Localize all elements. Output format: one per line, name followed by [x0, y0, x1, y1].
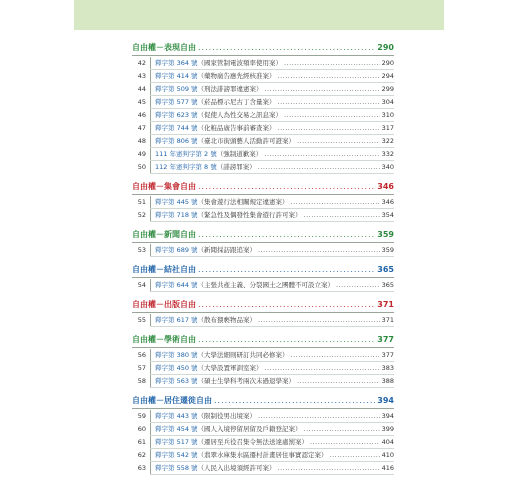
- entry-body: [150, 279, 394, 291]
- entry-body: [150, 349, 394, 361]
- section-title: 自由權－集會自由: [132, 182, 196, 191]
- entry-title: [155, 109, 282, 121]
- entry-number: 62: [137, 451, 146, 459]
- entry-list: [132, 279, 394, 292]
- section-title: 自由權－學術自由: [132, 335, 196, 344]
- entry-description: （大學法細則研訂共同必修案）: [197, 351, 289, 359]
- entry-page-number: 310: [381, 111, 394, 119]
- entry-body: [150, 375, 394, 387]
- entry-title: [155, 362, 263, 374]
- entry-title: [155, 462, 276, 474]
- dot-leader: [304, 423, 380, 435]
- toc-entry[interactable]: [132, 410, 394, 422]
- section-heading[interactable]: [132, 263, 394, 276]
- entry-description: （人民入出境須經許可案）: [197, 464, 276, 472]
- entry-description: （遷居至兵役召集令無法送達處罰案）: [197, 438, 309, 446]
- toc-entry[interactable]: [132, 375, 394, 387]
- toc-section: [132, 263, 394, 292]
- entry-description: （強制道歉案）: [216, 150, 263, 158]
- section-divider: [132, 347, 394, 348]
- entry-page-number: 346: [381, 198, 394, 206]
- entry-code: 釋字第 380 號: [155, 351, 198, 359]
- section-page-number: 377: [377, 335, 394, 344]
- entry-code: 釋字第 718 號: [155, 211, 198, 219]
- dot-leader: [297, 375, 380, 387]
- section-heading[interactable]: [132, 333, 394, 346]
- entry-page-number: 388: [381, 377, 394, 385]
- toc-section: [132, 298, 394, 327]
- entry-page-number: 322: [381, 137, 394, 145]
- entry-number: 60: [137, 425, 146, 433]
- dot-leader: [278, 122, 380, 134]
- section-page-number: 394: [377, 396, 394, 405]
- dot-leader: [330, 449, 380, 461]
- entry-code: 111 年憲判字第 2 號: [155, 150, 217, 158]
- entry-code: 釋字第 644 號: [155, 281, 198, 289]
- entry-page-number: 299: [381, 85, 394, 93]
- entry-number: 50: [137, 163, 146, 171]
- entry-code: 釋字第 806 號: [155, 137, 198, 145]
- entry-body: [150, 96, 394, 108]
- entry-title: [155, 148, 262, 160]
- entry-body: [150, 122, 394, 134]
- section-divider: [132, 277, 394, 278]
- entry-title: [155, 196, 289, 208]
- entry-number: 53: [137, 246, 146, 254]
- section-heading[interactable]: [132, 180, 394, 193]
- toc-entry[interactable]: [132, 109, 394, 121]
- entry-divider: [150, 291, 394, 292]
- header-band: [74, 0, 444, 30]
- entry-page-number: 383: [381, 364, 394, 372]
- entry-number: 43: [137, 72, 146, 80]
- entry-body: [150, 423, 394, 435]
- entry-description: （臺北市街頭藝人活動許可證案）: [197, 137, 296, 145]
- entry-code: 釋字第 744 號: [155, 124, 198, 132]
- entry-page-number: 340: [381, 163, 394, 171]
- dot-leader: [258, 244, 380, 256]
- entry-number: 46: [137, 111, 146, 119]
- toc-entry[interactable]: [132, 362, 394, 374]
- entry-title: [155, 314, 256, 326]
- entry-description: （緊急性及偶發性集會遊行許可案）: [197, 211, 302, 219]
- toc-entry[interactable]: [132, 161, 394, 173]
- entry-description: （新聞採訪跟追案）: [197, 246, 257, 254]
- entry-list: [132, 410, 394, 475]
- entry-code: 釋字第 445 號: [155, 198, 198, 206]
- dot-leader: [198, 180, 375, 193]
- toc-entry[interactable]: [132, 314, 394, 326]
- toc-section: [132, 333, 394, 388]
- dot-leader: [278, 462, 380, 474]
- entry-code: 釋字第 623 號: [155, 111, 198, 119]
- entry-code: 釋字第 364 號: [155, 59, 198, 67]
- entry-title: [155, 410, 256, 422]
- dot-leader: [265, 362, 380, 374]
- table-of-contents: [132, 41, 394, 481]
- entry-body: [150, 449, 394, 461]
- dot-leader: [284, 109, 380, 121]
- entry-number: 49: [137, 150, 146, 158]
- entry-code: 釋字第 509 號: [155, 85, 198, 93]
- dot-leader: [198, 298, 375, 311]
- section-page-number: 365: [377, 265, 394, 274]
- entry-body: [150, 436, 394, 448]
- dot-leader: [198, 333, 375, 346]
- toc-entry[interactable]: [132, 135, 394, 147]
- dot-leader: [291, 349, 380, 361]
- entry-title: [155, 449, 328, 461]
- entry-code: 釋字第 689 號: [155, 246, 198, 254]
- entry-title: [155, 279, 334, 291]
- entry-page-number: 317: [381, 124, 394, 132]
- toc-section: [132, 394, 394, 475]
- toc-entry[interactable]: [132, 462, 394, 474]
- entry-description: （促使人為性交易之訊息案）: [197, 111, 283, 119]
- entry-code: 釋字第 450 號: [155, 364, 198, 372]
- toc-entry[interactable]: [132, 196, 394, 208]
- entry-body: [150, 70, 394, 82]
- entry-number: 63: [137, 464, 146, 472]
- entry-body: [150, 410, 394, 422]
- dot-leader: [336, 279, 380, 291]
- entry-divider: [150, 256, 394, 257]
- entry-title: [155, 375, 295, 387]
- dot-leader: [258, 410, 380, 422]
- toc-entry[interactable]: [132, 148, 394, 160]
- toc-section: [132, 180, 394, 222]
- entry-title: [155, 122, 276, 134]
- section-page-number: 290: [377, 43, 394, 52]
- entry-code: 釋字第 454 號: [155, 425, 198, 433]
- toc-entry[interactable]: [132, 122, 394, 134]
- entry-number: 54: [137, 281, 146, 289]
- dot-leader: [297, 135, 380, 147]
- entry-page-number: 294: [381, 72, 394, 80]
- entry-body: [150, 109, 394, 121]
- entry-title: [155, 135, 295, 147]
- section-divider: [132, 312, 394, 313]
- section-divider: [132, 55, 394, 56]
- entry-body: [150, 196, 394, 208]
- toc-entry[interactable]: [132, 57, 394, 69]
- section-title: 自由權－居住遷徙自由: [132, 396, 212, 405]
- entry-title: [155, 349, 289, 361]
- entry-page-number: 290: [381, 59, 394, 67]
- entry-number: 52: [137, 211, 146, 219]
- entry-description: （國家管制電波頻率使用案）: [197, 59, 283, 67]
- entry-title: [155, 96, 276, 108]
- entry-code: 釋字第 414 號: [155, 72, 198, 80]
- dot-leader: [284, 57, 380, 69]
- entry-list: [132, 57, 394, 174]
- section-divider: [132, 194, 394, 195]
- entry-description: （散布猥褻物品案）: [197, 316, 257, 324]
- entry-divider: [150, 326, 394, 327]
- entry-description: （碩士生學科考兩次未過退學案）: [197, 377, 296, 385]
- entry-number: 59: [137, 412, 146, 420]
- entry-page-number: 359: [381, 246, 394, 254]
- entry-body: [150, 209, 394, 221]
- entry-body: [150, 148, 394, 160]
- toc-entry[interactable]: [132, 449, 394, 461]
- entry-divider: [150, 173, 394, 174]
- entry-page-number: 377: [381, 351, 394, 359]
- entry-page-number: 354: [381, 211, 394, 219]
- dot-leader: [265, 83, 380, 95]
- entry-title: [155, 209, 302, 221]
- entry-body: [150, 362, 394, 374]
- entry-page-number: 394: [381, 412, 394, 420]
- entry-code: 釋字第 577 號: [155, 98, 198, 106]
- entry-description: （刑法誹謗罪違憲案）: [197, 85, 263, 93]
- section-heading[interactable]: [132, 41, 394, 54]
- toc-entry[interactable]: [132, 244, 394, 256]
- entry-body: [150, 135, 394, 147]
- entry-title: [155, 436, 308, 448]
- entry-title: [155, 57, 282, 69]
- dot-leader: [258, 161, 380, 173]
- entry-divider: [150, 387, 394, 388]
- entry-number: 61: [137, 438, 146, 446]
- dot-leader: [264, 148, 379, 160]
- entry-body: [150, 462, 394, 474]
- section-heading[interactable]: [132, 228, 394, 241]
- entry-code: 釋字第 617 號: [155, 316, 198, 324]
- entry-page-number: 371: [381, 316, 394, 324]
- section-title: 自由權－表現自由: [132, 43, 196, 52]
- section-title: 自由權－結社自由: [132, 265, 196, 274]
- entry-description: （主張共產主義、分裂國土之團體不可設立案）: [197, 281, 335, 289]
- entry-page-number: 365: [381, 281, 394, 289]
- dot-leader: [304, 209, 380, 221]
- entry-number: 45: [137, 98, 146, 106]
- dot-leader: [198, 228, 375, 241]
- entry-code: 釋字第 558 號: [155, 464, 198, 472]
- dot-leader: [278, 96, 380, 108]
- dot-leader: [310, 436, 380, 448]
- toc-entry[interactable]: [132, 436, 394, 448]
- entry-number: 47: [137, 124, 146, 132]
- entry-code: 釋字第 542 號: [155, 451, 198, 459]
- section-heading[interactable]: [132, 298, 394, 311]
- toc-section: [132, 41, 394, 174]
- entry-description: （限制役男出境案）: [197, 412, 257, 420]
- entry-body: [150, 83, 394, 95]
- toc-entry[interactable]: [132, 279, 394, 291]
- entry-title: [155, 70, 276, 82]
- entry-page-number: 399: [381, 425, 394, 433]
- entry-description: （化粧品廣告事前審查案）: [197, 124, 276, 132]
- toc-entry[interactable]: [132, 423, 394, 435]
- entry-description: （誹謗罪案）: [216, 163, 256, 171]
- section-title: 自由權－新聞自由: [132, 230, 196, 239]
- entry-description: （菸品標示尼古丁含量案）: [197, 98, 276, 106]
- entry-page-number: 416: [381, 464, 394, 472]
- entry-list: [132, 196, 394, 222]
- toc-entry[interactable]: [132, 349, 394, 361]
- entry-body: [150, 314, 394, 326]
- toc-entry[interactable]: [132, 83, 394, 95]
- section-page-number: 371: [377, 300, 394, 309]
- entry-code: 112 年憲判字第 8 號: [155, 163, 217, 171]
- entry-description: （藥物廣告應先經核准案）: [197, 72, 276, 80]
- entry-number: 42: [137, 59, 146, 67]
- section-heading[interactable]: [132, 394, 394, 407]
- entry-code: 釋字第 563 號: [155, 377, 198, 385]
- toc-entry[interactable]: [132, 209, 394, 221]
- entry-number: 48: [137, 137, 146, 145]
- section-title: 自由權－出版自由: [132, 300, 196, 309]
- entry-description: （大學設置軍訓室案）: [197, 364, 263, 372]
- dot-leader: [291, 196, 380, 208]
- section-page-number: 346: [377, 182, 394, 191]
- entry-description: （國人入境停留居留及戶籍登記案）: [197, 425, 302, 433]
- toc-entry[interactable]: [132, 70, 394, 82]
- entry-title: [155, 244, 256, 256]
- entry-body: [150, 57, 394, 69]
- entry-body: [150, 161, 394, 173]
- section-divider: [132, 408, 394, 409]
- dot-leader: [214, 394, 375, 407]
- entry-description: （集會遊行法相關規定違憲案）: [197, 198, 289, 206]
- entry-divider: [150, 474, 394, 475]
- entry-title: [155, 83, 263, 95]
- toc-entry[interactable]: [132, 96, 394, 108]
- entry-list: [132, 349, 394, 388]
- entry-code: 釋字第 443 號: [155, 412, 198, 420]
- entry-title: [155, 423, 302, 435]
- entry-list: [132, 244, 394, 257]
- entry-page-number: 410: [381, 451, 394, 459]
- section-divider: [132, 242, 394, 243]
- dot-leader: [198, 41, 375, 54]
- entry-number: 44: [137, 85, 146, 93]
- dot-leader: [258, 314, 380, 326]
- entry-number: 56: [137, 351, 146, 359]
- section-page-number: 359: [377, 230, 394, 239]
- entry-page-number: 404: [381, 438, 394, 446]
- entry-number: 57: [137, 364, 146, 372]
- entry-list: [132, 314, 394, 327]
- entry-description: （翡翠水庫集水區遷村計畫居住事實認定案）: [197, 451, 328, 459]
- entry-number: 51: [137, 198, 146, 206]
- entry-body: [150, 244, 394, 256]
- entry-page-number: 304: [381, 98, 394, 106]
- entry-title: [155, 161, 256, 173]
- entry-number: 58: [137, 377, 146, 385]
- entry-divider: [150, 221, 394, 222]
- dot-leader: [198, 263, 375, 276]
- toc-section: [132, 228, 394, 257]
- entry-code: 釋字第 517 號: [155, 438, 198, 446]
- entry-number: 55: [137, 316, 146, 324]
- dot-leader: [278, 70, 380, 82]
- entry-page-number: 332: [381, 150, 394, 158]
